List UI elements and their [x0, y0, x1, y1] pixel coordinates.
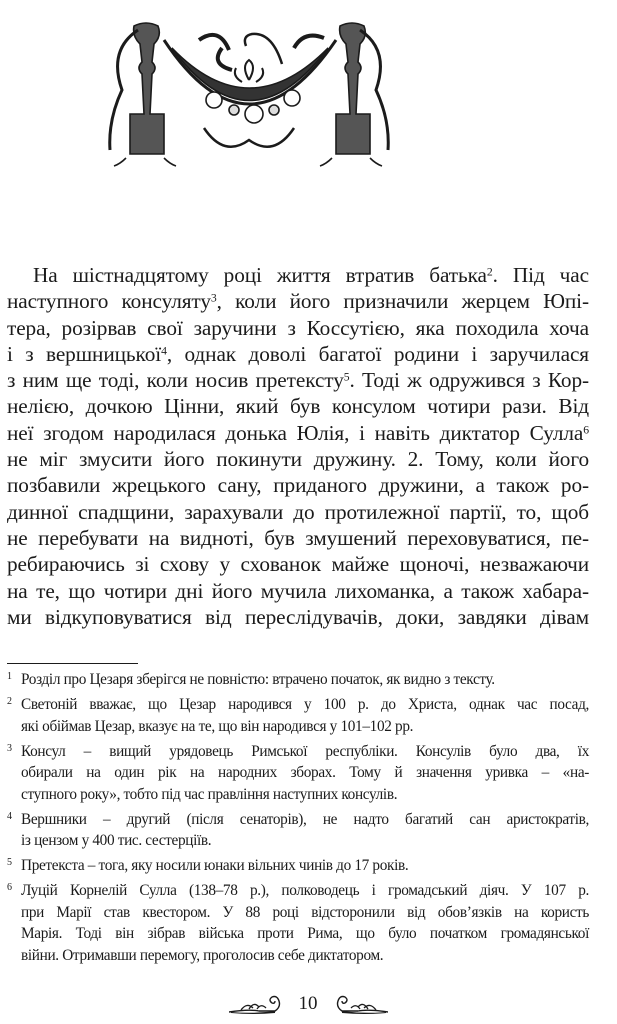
garland-vignette-icon: [104, 18, 394, 170]
footnote-3: [7, 741, 589, 806]
text-line: неї згодом народилася донька Юлія, і навіть диктатор Сулла$^6$: [7, 420, 589, 445]
footnote-line: Марія. Тоді він зібрав війська проти Рима, що було початком громадянської: [21, 925, 589, 942]
text-line: На шістнадцятому році життя втратив батька$^2$. Під час: [33, 263, 589, 287]
text-line: нелією, дочкою Цінни, який був консулом чотири рази. Від: [7, 394, 589, 419]
text-line: не перебувати на видноті, був змушений переховуватися, пе-: [7, 525, 589, 550]
text-line: з ним ще тоді, коли носив претексту$^5$. Тоді ж одружився з Кор-: [7, 368, 589, 393]
footnote-ref[interactable]: 2: [486, 265, 493, 279]
footnote-ref[interactable]: 5: [343, 370, 350, 384]
footnote-line: які обіймав Цезар, вказує на те, що він народився у 101–102 рр.: [21, 717, 414, 735]
footnote-number: 4: [7, 810, 12, 822]
footnote-line: Луцій Корнелій Сулла (138–78 р.), полководець і громадський діяч. У 107 р.: [21, 882, 589, 899]
footnote-1: [7, 669, 589, 691]
footnote-4: [7, 809, 589, 852]
footnote-ref[interactable]: 3: [210, 291, 217, 305]
footnote-number: 1: [7, 671, 12, 682]
footnote-number: 5: [7, 857, 12, 868]
footnote-ref[interactable]: 6: [583, 423, 589, 437]
footnote-number: 3: [7, 742, 12, 754]
footnote-line: при Марії став квестором. У 88 році відсторонили від обов’язків на користь: [21, 903, 589, 921]
footnote-line: Вершники – другий (після сенаторів), не надто багатий сан аристократів,: [21, 810, 589, 828]
footnote-line: Претекста – тога, яку носили юнаки вільних чинів до 17 років.: [21, 857, 409, 874]
footnote-line: Розділ про Цезаря зберігся не повністю: втрачено початок, як видно з тексту.: [21, 671, 495, 688]
footnote-line: Светоній вважає, що Цезар народився у 100 р. до Христа, однак час посад,: [21, 696, 589, 713]
text-line: позбавили жрецького сану, приданого дружини, а також ро-: [7, 473, 589, 498]
text-line: не міг змусити його покинути дружину. 2. Тому, коли його: [7, 447, 589, 472]
flourish-right-icon: [336, 993, 388, 1015]
text-line: наступного консуляту$^3$, коли його призначили жерцем Юпі-: [7, 289, 589, 314]
footnotes: [7, 669, 589, 970]
text-line: і з вершницької$^4$, однак доволі багатої родини і заручилася: [7, 341, 589, 366]
footnote-2: [7, 694, 589, 737]
footnote-ref[interactable]: 4: [161, 344, 167, 358]
main-text: [7, 262, 589, 630]
footnote-line: війни. Отримавши перемогу, проголосив себе диктатором.: [21, 946, 384, 964]
footnote-line: із цензом у 400 тис. сестерціїв.: [21, 832, 212, 849]
page-number: 10: [298, 993, 318, 1014]
text-line: динної спадщини, зарахували до протилежної партії, то, щоб: [7, 499, 589, 524]
footnote-6: [7, 880, 589, 966]
footnote-number: 6: [7, 882, 12, 893]
page-footer: [218, 990, 398, 1018]
text-line: тера, розірвав свої заручини з Коссутією, яка походила хоча: [7, 315, 589, 340]
footnote-number: 2: [7, 696, 12, 707]
flourish-left-icon: [229, 993, 281, 1015]
text-line: на те, що чотири дні його мучила лихоманка, а також хабара-: [7, 578, 589, 603]
footnote-line: ступного року», тобто під час правління наступних консулів.: [21, 785, 398, 803]
footnote-line: Консул – вищий урядовець Римської республіки. Консулів було два, їх: [21, 742, 589, 760]
footnote-5: [7, 855, 589, 877]
text-line: ми відкуповуватися від переслідувачів, доки, завдяки дівам: [7, 604, 589, 629]
footnote-divider: [7, 663, 138, 664]
text-line: ребираючись зі схову у схованок майже щоночі, незважаючи: [7, 552, 589, 577]
footnote-line: обирали на один рік на народних зборах. Тому й значення уривка – «на-: [21, 764, 589, 781]
